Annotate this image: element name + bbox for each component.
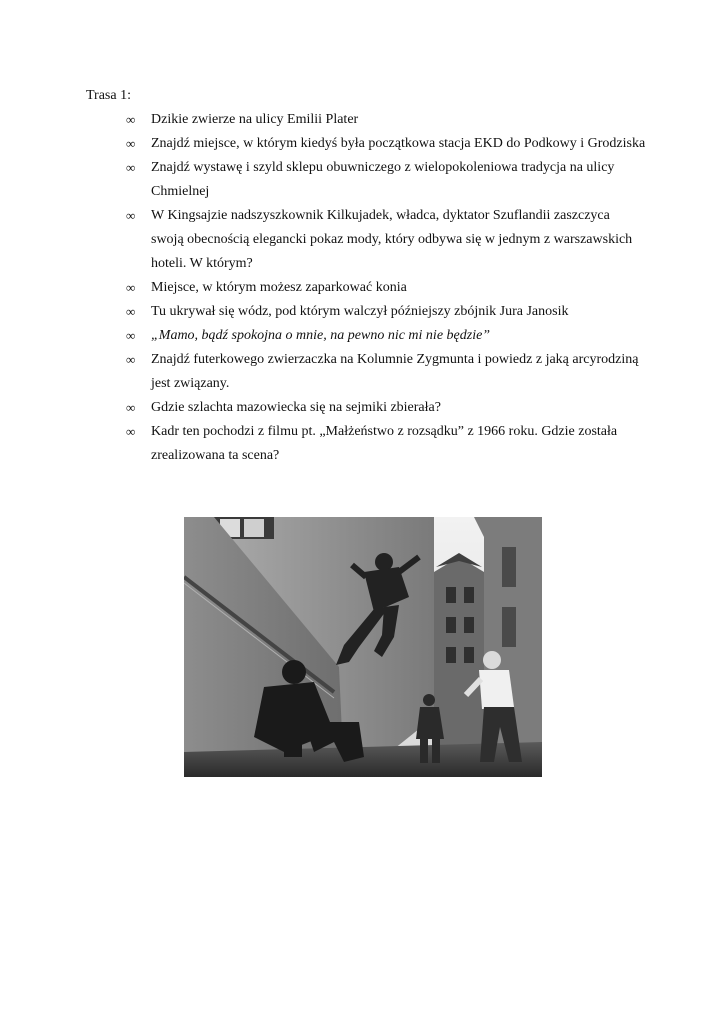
film-still-photo: [184, 517, 542, 777]
infinity-bullet-icon: ∞: [126, 208, 136, 223]
infinity-bullet-icon: ∞: [126, 136, 136, 151]
list-item-text: Gdzie szlachta mazowiecka się na sejmiki zbierała?: [151, 400, 441, 415]
list-item: [126, 348, 646, 396]
list-item-text: Tu ukrywał się wódz, pod którym walczył późniejszy zbójnik Jura Janosik: [151, 304, 569, 319]
list-item: [126, 132, 646, 156]
route-heading: Trasa 1:: [86, 88, 131, 103]
question-list: [126, 108, 646, 468]
list-item: [126, 420, 646, 468]
list-item-text: W Kingsajzie nadszyszkownik Kilkujadek, władca, dyktator Szuflandii zaszczyca swoją obecnością elegancki pokaz mody, który odbywa się w jednym z warszawskich hoteli. W którym?: [151, 208, 633, 271]
infinity-bullet-icon: ∞: [126, 304, 136, 319]
infinity-bullet-icon: ∞: [126, 160, 136, 175]
list-item-text: Znajdź futerkowego zwierzaczka na Kolumnie Zygmunta i powiedz z jaką arcyrodziną jest związany.: [151, 352, 639, 391]
infinity-bullet-icon: ∞: [126, 328, 136, 343]
infinity-bullet-icon: ∞: [126, 280, 136, 295]
list-item-text: Znajdź miejsce, w którym kiedyś była początkowa stacja EKD do Podkowy i Grodziska: [151, 136, 646, 151]
list-item-text: Znajdź wystawę i szyld sklepu obuwniczego z wielopokoleniowa tradycja na ulicy Chmielnej: [151, 160, 615, 199]
list-item: [126, 156, 646, 204]
list-item: [126, 108, 646, 132]
list-item-text: Kadr ten pochodzi z filmu pt. „Małżeństwo z rozsądku” z 1966 roku. Gdzie została zrealizowana ta scena?: [151, 424, 618, 463]
list-item-text: Miejsce, w którym możesz zaparkować konia: [151, 280, 407, 295]
infinity-bullet-icon: ∞: [126, 424, 136, 439]
list-item: [126, 276, 646, 300]
list-item: [126, 204, 646, 276]
list-item: [126, 324, 646, 348]
list-item-text: Dzikie zwierze na ulicy Emilii Plater: [151, 112, 359, 127]
list-item-text: „Mamo, bądź spokojna o mnie, na pewno nic mi nie będzie”: [151, 328, 491, 343]
list-item: [126, 300, 646, 324]
infinity-bullet-icon: ∞: [126, 112, 136, 127]
list-item: [126, 396, 646, 420]
infinity-bullet-icon: ∞: [126, 400, 136, 415]
infinity-bullet-icon: ∞: [126, 352, 136, 367]
